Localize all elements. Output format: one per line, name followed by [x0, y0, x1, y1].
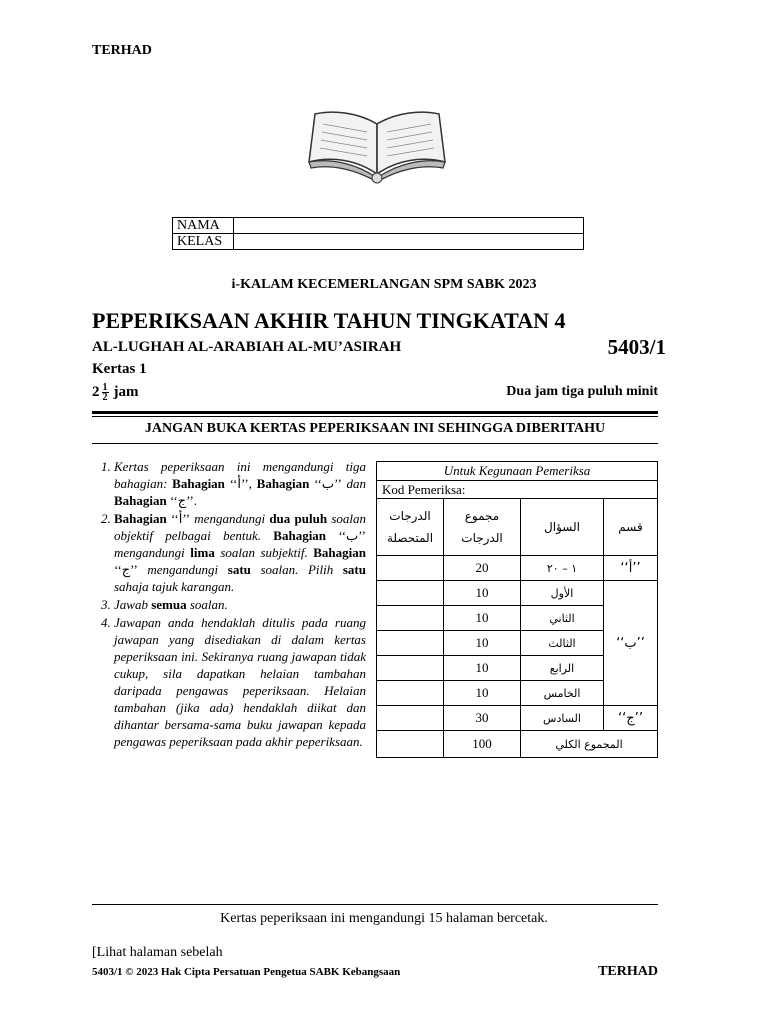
total-marks-cell: 10 [444, 631, 521, 656]
table-row [377, 581, 658, 606]
total-row [377, 731, 658, 758]
subject-name: AL-LUGHAH AL-ARABIAH AL-MU’ASIRAH [92, 339, 402, 355]
marks-obtained-cell[interactable] [377, 706, 444, 731]
total-marks-cell: 30 [444, 706, 521, 731]
divider [92, 411, 658, 414]
section-cell: ‘‘ب’’ [604, 581, 658, 706]
question-cell: الرابع [521, 656, 604, 681]
question-cell: ١ – ٢٠ [521, 556, 604, 581]
table-row [377, 556, 658, 581]
examiner-code-label: Kod Pemeriksa: [377, 481, 658, 499]
grand-total-label: المجموع الكلي [521, 731, 658, 758]
marks-obtained-cell[interactable] [377, 656, 444, 681]
class-label: KELAS [173, 234, 234, 250]
next-page-note: [Lihat halaman sebelah [92, 945, 223, 960]
grand-total-obtained-cell[interactable] [377, 731, 444, 758]
open-book-logo [307, 104, 447, 184]
section-cell: ‘‘ج’’ [604, 706, 658, 731]
divider [92, 904, 658, 905]
duration-whole: 2 [92, 384, 100, 400]
name-label: NAMA [173, 218, 234, 234]
question-cell: الثالث [521, 631, 604, 656]
copyright-notice: 5403/1 © 2023 Hak Cipta Persatuan Pengetua SABK Kebangsaan [92, 966, 401, 978]
divider [92, 416, 658, 417]
duration-unit: jam [113, 384, 139, 400]
instructions-list [92, 458, 366, 751]
section-cell: ‘‘أ’’ [604, 556, 658, 581]
examiner-grading-table [376, 461, 658, 758]
header-question: السؤال [521, 499, 604, 556]
marks-obtained-cell[interactable] [377, 631, 444, 656]
instruction-item: 1. Kertas peperiksaan ini mengandungi tiga bahagian: Bahagian ‘‘أ’’, Bahagian ‘‘ب’’ dan Bahagian ‘‘ج’’. [114, 458, 366, 509]
fraction-denominator: 2 [102, 392, 108, 403]
marks-obtained-cell[interactable] [377, 681, 444, 706]
marks-obtained-cell[interactable] [377, 606, 444, 631]
duration [92, 383, 139, 402]
total-marks-cell: 10 [444, 581, 521, 606]
header-section: قسم [604, 499, 658, 556]
duration-words: Dua jam tiga puluh minit [506, 384, 658, 399]
paper-number: Kertas 1 [92, 361, 147, 377]
instruction-item: 3. Jawab semua soalan. [114, 596, 366, 613]
instruction-item: 2. Bahagian ‘‘أ’’ mengandungi dua puluh soalan objektif pelbagai bentuk. Bahagian ‘‘ب’’ mengandungi lima soalan subjektif. Bahagian ‘‘ج’’ mengandungi satu soalan. Pilih satu sahaja tajuk karangan. [114, 510, 366, 595]
warning-notice: JANGAN BUKA KERTAS PEPERIKSAAN INI SEHINGGA DIBERITAHU [144, 421, 606, 436]
duration-fraction [102, 383, 109, 402]
student-info-table [172, 217, 584, 250]
marks-obtained-cell[interactable] [377, 556, 444, 581]
total-marks-cell: 10 [444, 606, 521, 631]
divider [92, 443, 658, 444]
fraction-numerator: 1 [102, 382, 108, 393]
class-field[interactable] [234, 234, 584, 250]
paper-code: 5403/1 [607, 335, 666, 359]
page-count-note: Kertas peperiksaan ini mengandungi 15 halaman bercetak. [220, 911, 548, 926]
question-cell: الأول [521, 581, 604, 606]
total-marks-cell: 10 [444, 681, 521, 706]
classification-header: TERHAD [92, 43, 152, 58]
question-cell: الثاني [521, 606, 604, 631]
table-row [377, 706, 658, 731]
total-marks-cell: 20 [444, 556, 521, 581]
marks-obtained-cell[interactable] [377, 581, 444, 606]
grand-total-marks: 100 [444, 731, 521, 758]
total-marks-cell: 10 [444, 656, 521, 681]
classification-footer: TERHAD [598, 964, 658, 979]
question-cell: الخامس [521, 681, 604, 706]
header-marks-obtained: الدرجات المتحصلة [377, 499, 444, 556]
header-total-marks: مجموع الدرجات [444, 499, 521, 556]
instruction-item: 4. Jawapan anda hendaklah ditulis pada ruang jawapan yang disediakan di dalam kertas peperiksaan ini. Sekiranya ruang jawapan tidak cukup, sila dapatkan helaian tambahan daripada pengawas peperiksaan. Helaian tambahan (jika ada) hendaklah diikat dan dihantar bersama-sama buku jawapan kepada pengawas peperiksaan pada akhir peperiksaan. [114, 614, 366, 750]
question-cell: السادس [521, 706, 604, 731]
exam-series: i-KALAM KECEMERLANGAN SPM SABK 2023 [231, 277, 537, 292]
grading-caption: Untuk Kegunaan Pemeriksa [377, 462, 658, 481]
exam-title: PEPERIKSAAN AKHIR TAHUN TINGKATAN 4 [92, 308, 566, 333]
name-field[interactable] [234, 218, 584, 234]
